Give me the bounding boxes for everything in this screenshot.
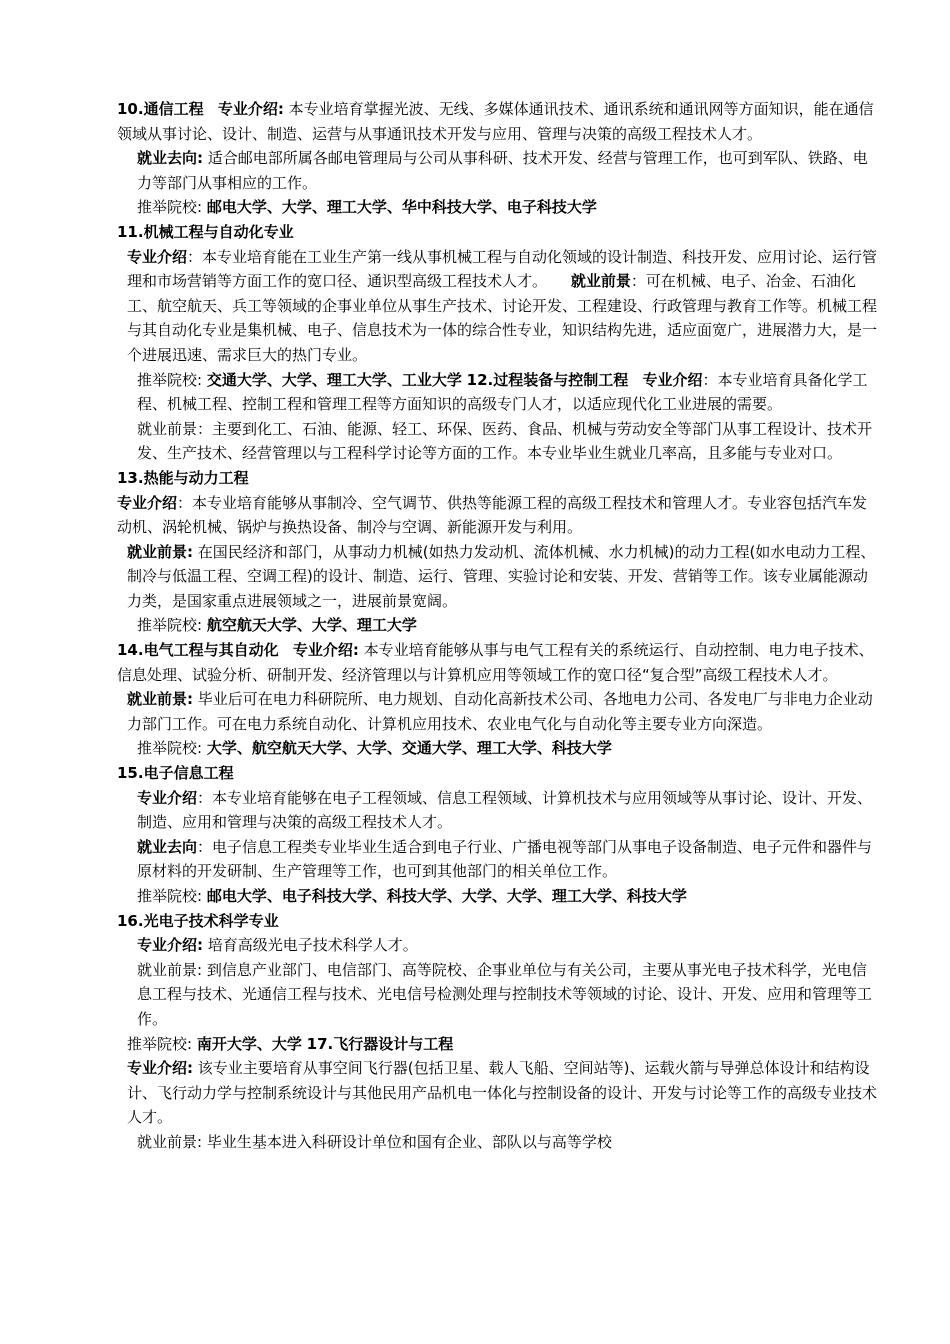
section-10-intro bbox=[117, 97, 880, 146]
section-12-intro-label: 专业介绍 bbox=[642, 370, 703, 389]
section-15-job bbox=[117, 835, 880, 884]
section-11-intro-label: 专业介绍 bbox=[127, 247, 188, 266]
section-10-rec-text: 邮电大学、大学、理工大学、华中科技大学、电子科技大学 bbox=[206, 198, 597, 217]
section-13-rec-label: 推举院校: bbox=[137, 616, 203, 635]
section-17-job-label: 就业前景: bbox=[137, 1132, 203, 1151]
section-12-job-text: 主要到化工、石油、能源、轻工、环保、医药、食品、机械与劳动安全等部门从事工程设计、技术开发、生产技术、经营管理以与工程科学讨论等方面的工作。本专业毕业生就业几率高，且多能与专业对口。 bbox=[137, 419, 873, 463]
section-14-intro-text: 本专业培育能够从事与电气工程有关的系统运行、自动控制、电力电子技术、信息处理、试验分析、研制开发、经济管理以与计算机应用等领域工作的宽口径“复合型”高级工程技术人才。 bbox=[117, 641, 874, 684]
section-16-heading: 16.光电子技术科学专业 bbox=[117, 911, 279, 930]
section-10-job-text: 适合邮电部所属各邮电管理局与公司从事科研、技术开发、经营与管理工作，也可到军队、铁路、电力等部门从事相应的工作。 bbox=[137, 149, 868, 192]
section-16-job bbox=[117, 958, 880, 1032]
section-13-intro-label: 专业介绍 bbox=[117, 493, 178, 512]
section-16-intro-text: 培育高级光电子技术科学人才。 bbox=[207, 936, 418, 955]
section-13-intro-text: ：本专业培育能够从事制冷、空气调节、供热等能源工程的高级工程技术和管理人才。专业容包括汽车发动机、涡轮机械、锅炉与换热设备、制冷与空调、新能源开发与利用。 bbox=[117, 493, 868, 537]
section-17-job bbox=[117, 1130, 880, 1155]
section-16-rec bbox=[117, 1032, 880, 1057]
section-15-rec bbox=[117, 884, 880, 909]
section-14-heading: 14.电气工程与其自动化 bbox=[117, 641, 279, 660]
section-11-heading: 11.机械工程与自动化专业 bbox=[117, 222, 294, 241]
section-15-rec-text: 邮电大学、电子科技大学、科技大学、大学、大学、理工大学、科技大学 bbox=[206, 887, 687, 905]
section-17-intro-text: 该专业主要培育从事空间飞行器(包括卫星、载人飞船、空间站等)、运载火箭与导弹总体设计和结构设计、飞行动力学与控制系统设计与其他民用产品机电一体化与控制设备的设计、开发与讨论等工作的高级专业技术人才。 bbox=[127, 1059, 878, 1127]
section-10-rec-label: 推举院校: bbox=[137, 198, 203, 217]
section-14-intro-label: 专业介绍: bbox=[292, 641, 359, 660]
section-15-heading-line bbox=[117, 761, 880, 786]
section-17-heading: 17.飞行器设计与工程 bbox=[306, 1034, 454, 1053]
section-13-heading-line bbox=[117, 466, 880, 491]
section-12-job-label: 就业前景： bbox=[137, 419, 213, 438]
section-10-job bbox=[117, 146, 880, 195]
section-13-job-label: 就业前景: bbox=[127, 542, 193, 561]
section-12-heading: 12.过程装备与控制工程 bbox=[466, 370, 629, 389]
section-17-intro-label: 专业介绍: bbox=[127, 1059, 193, 1078]
section-14-job bbox=[117, 687, 880, 736]
section-15-job-text: ：电子信息工程类专业毕业生适合到电子行业、广播电视等部门从事电子设备制造、电子元件和器件与原材料的开发研制、生产管理等工作，也可到其他部门的相关单位工作。 bbox=[137, 837, 873, 881]
section-11-rec-text: 交通大学、大学、理工大学、工业大学 bbox=[206, 370, 462, 389]
section-16-rec-text: 南开大学、大学 bbox=[196, 1034, 302, 1053]
section-14-rec-label: 推举院校: bbox=[137, 739, 203, 758]
section-17-intro bbox=[117, 1056, 880, 1130]
section-15-intro-text: ：本专业培育能够在电子工程领域、信息工程领域、计算机技术与应用领域等从事讨论、设计、开发、制造、应用和管理与决策的高级工程技术人才。 bbox=[137, 788, 873, 832]
section-11-intro bbox=[117, 245, 880, 368]
section-11-job-label: 就业前景 bbox=[570, 272, 631, 291]
section-13-rec bbox=[117, 613, 880, 638]
section-12-job bbox=[117, 417, 880, 466]
section-10-intro-text: 本专业培育掌握光波、无线、多媒体通讯技术、通讯系统和通讯网等方面知识，能在通信领域从事讨论、设计、制造、运营与从事通讯技术开发与应用、管理与决策的高级工程技术人才。 bbox=[117, 100, 874, 143]
section-13-rec-text: 航空航天大学、大学、理工大学 bbox=[206, 616, 417, 635]
section-14-job-text: 毕业后可在电力科研院所、电力规划、自动化高新技术公司、各地电力公司、各发电厂与非电力企业动力部门工作。可在电力系统自动化、计算机应用技术、农业电气化与自动化等主要专业方向深造。 bbox=[127, 690, 873, 733]
section-11-heading-line bbox=[117, 220, 880, 245]
section-14-rec bbox=[117, 736, 880, 761]
section-10-job-label: 就业去向: bbox=[137, 149, 203, 168]
section-14-job-label: 就业前景: bbox=[127, 690, 193, 709]
section-16-heading-line bbox=[117, 909, 880, 934]
section-16-intro-label: 专业介绍: bbox=[137, 936, 203, 955]
section-13-job bbox=[117, 540, 880, 614]
section-13-heading: 13.热能与动力工程 bbox=[117, 468, 249, 487]
section-15-rec-label: 推举院校: bbox=[137, 887, 203, 905]
section-14-intro bbox=[117, 638, 880, 687]
section-11-intro-text: ：本专业培育能在工业生产第一线从事机械工程与自动化领域的设计制造、科技开发、应用讨论、运行管理和市场营销等方面工作的宽口径、通识型高级工程技术人才。 bbox=[127, 247, 878, 291]
section-13-job-text: 在国民经济和部门，从事动力机械(如热力发动机、流体机械、水力机械)的动力工程(如水电动力工程、制冷与低温工程、空调工程)的设计、制造、运行、管理、实验讨论和安装、开发、营销等工作。该专业属能源动力类，是国家重点进展领域之一，进展前景宽阔。 bbox=[127, 542, 876, 610]
section-11-rec bbox=[117, 368, 880, 417]
section-15-intro bbox=[117, 786, 880, 835]
section-12-intro-text: ：本专业培育具备化学工程、机械工程、控制工程和管理工程等方面知识的高级专门人才，以适应现代化工业进展的需要。 bbox=[137, 370, 868, 414]
section-16-intro bbox=[117, 933, 880, 958]
section-10-intro-label: 专业介绍: bbox=[217, 100, 284, 118]
section-15-heading: 15.电子信息工程 bbox=[117, 764, 234, 783]
section-11-rec-label: 推举院校: bbox=[137, 370, 203, 389]
section-15-job-label: 就业去向 bbox=[137, 837, 198, 856]
section-13-intro bbox=[117, 491, 880, 540]
section-10-heading: 10.通信工程 bbox=[117, 100, 204, 118]
section-16-job-label: 就业前景: bbox=[137, 960, 203, 979]
section-10-rec bbox=[117, 195, 880, 220]
section-11-job-text: ：可在机械、电子、冶金、石油化工、航空航天、兵工等领域的企事业单位从事生产技术、讨论开发、工程建设、行政管理与教育工作等。机械工程与其自动化专业是集机械、电子、信息技术为一体的综合性专业，知识结构先进，适应面宽广，进展潜力大，是一个进展迅速、需求巨大的热门专业。 bbox=[127, 272, 878, 364]
section-16-rec-label: 推举院校: bbox=[127, 1034, 193, 1053]
section-17-job-text: 毕业生基本进入科研设计单位和国有企业、部队以与高等学校 bbox=[206, 1132, 612, 1151]
section-14-rec-text: 大学、航空航天大学、大学、交通大学、理工大学、科技大学 bbox=[206, 739, 612, 758]
section-16-job-text: 到信息产业部门、电信部门、高等院校、企事业单位与有关公司，主要从事光电子技术科学，光电信息工程与技术、光通信工程与技术、光电信号检测处理与控制技术等领域的讨论、设计、开发、应用和管理等工作。 bbox=[137, 960, 873, 1028]
section-15-intro-label: 专业介绍 bbox=[137, 788, 198, 807]
